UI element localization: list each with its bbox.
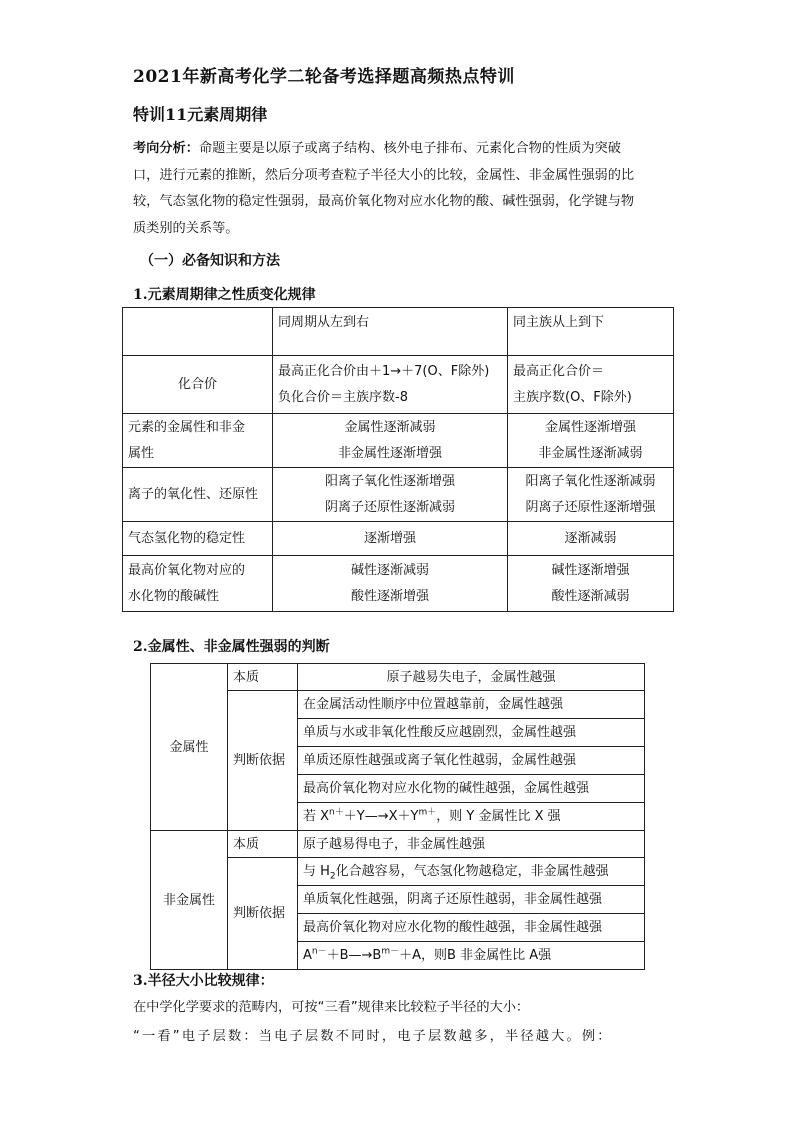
table-cell: 单质氧化性越强，阴离子还原性越弱，非金属性越强 [298,886,645,914]
cell-line: 碱性逐渐增强 [551,562,630,578]
table-header: 同主族从上到下 [508,308,674,356]
table-cell: 最高价氧化物对应水化物的碱性越强，金属性越强 [298,775,645,803]
page-title: 2021年新高考化学二轮备考选择题高频热点特训 [133,67,515,87]
table-cell: 原子越易得电子，非金属性越强 [298,831,645,858]
eq-part: ＋Y—→X＋Y [343,809,419,824]
eq-part: A [303,948,312,963]
row-label [123,556,273,612]
cell-line: 阴离子还原性逐渐增强 [525,499,656,515]
essence-label: 本质 [228,664,298,691]
cell-line: 阳离子氧化性逐渐减弱 [525,473,656,489]
table-cell [273,556,508,612]
page-subtitle: 特训11元素周期律 [133,105,268,124]
table-cell [273,414,508,468]
analysis-lead: 考向分析： [133,141,199,156]
eq-sub: 2 [329,871,336,882]
table-row [123,556,674,612]
cell-line: 金属性逐渐增强 [544,419,636,435]
eq-sup: m－ [381,946,400,957]
table-cell [508,414,674,468]
table-cell: 在金属活动性顺序中位置越靠前，金属性越强 [298,691,645,719]
heading-metallicity: 2.金属性、非金属性强弱的判断 [133,639,330,655]
table-cell [298,858,645,886]
table-cell [508,556,674,612]
analysis-line: 命题主要是以原子或离子结构、核外电子排布、元素化合物的性质为突破 [198,141,621,156]
table-cell [123,308,273,356]
eq-sup: n＋ [329,807,344,818]
table-cell: 逐渐增强 [273,522,508,556]
cell-line: 碱性逐渐减弱 [350,562,429,578]
cell-line: 最高正化合价＝ [513,363,605,379]
eq-part: 若 X [303,809,330,824]
table-cell: 单质与水或非氧化性酸反应越剧烈，金属性越强 [298,719,645,747]
cell-line: 非金属性逐渐减弱 [538,445,643,461]
table-cell: 逐渐减弱 [508,522,674,556]
table-row [123,308,674,356]
row-label-metal: 金属性 [151,664,228,831]
basis-label: 判断依据 [228,691,298,831]
cell-line: 主族序数(O、F除外) [513,389,632,405]
table-cell [508,356,674,414]
table-row [123,468,674,522]
table-cell: 单质还原性越强或离子氧化性越弱，金属性越强 [298,747,645,775]
row-label: 离子的氧化性、还原性 [123,468,273,522]
eq-sup: n－ [311,946,327,957]
cell-line: 元素的金属性和非金 [128,419,246,435]
table-row [151,831,645,858]
cell-line: 属性 [128,445,155,461]
cell-line: 金属性逐渐减弱 [344,419,436,435]
analysis-line: 口，进行元素的推断，然后分项考查粒子半径大小的比较，金属性、非金属性强弱的比 [133,167,635,183]
basis-label: 判断依据 [228,858,298,970]
eq-sup: m＋ [418,807,437,818]
table-row [151,664,645,691]
table-cell [273,356,508,414]
analysis-paragraph [133,136,668,242]
section-heading: （一）必备知识和方法 [140,253,280,269]
cell-line: 最高价氧化物对应的 [128,562,246,578]
essence-label: 本质 [228,831,298,858]
analysis-line: 质类别的关系等。 [133,220,239,236]
row-label: 气态氢化物的稳定性 [123,522,273,556]
eq-part: 化合越容易，气态氢化物越稳定，非金属性越强 [335,864,609,879]
table-row [123,356,674,414]
cell-line: 水化物的酸碱性 [128,588,220,604]
row-label: 化合价 [123,356,273,414]
cell-line: 非金属性逐渐增强 [337,445,442,461]
eq-part: ，则 Y 金属性比 X 强 [436,809,561,824]
metallicity-table [150,663,645,970]
table-cell: 最高价氧化物对应水化物的酸性越强，非金属性越强 [298,914,645,942]
table-row [123,522,674,556]
cell-line: 酸性逐渐增强 [350,588,429,604]
table-header: 同周期从左到右 [273,308,508,356]
table-cell-equation [298,942,645,970]
row-label-nonmetal: 非金属性 [151,831,228,970]
eq-part: ＋B—→B [326,948,382,963]
cell-line: 最高正化合价由＋1→＋7(O、F除外) [278,363,490,379]
analysis-line: 较，气态氢化物的稳定性强弱，最高价氧化物对应水化物的酸、碱性强弱，化学键与物 [133,194,635,209]
table-cell-equation [298,803,645,831]
cell-line: 负化合价＝主族序数-8 [278,389,408,405]
heading-radius: 3.半径大小比较规律： [133,973,274,989]
row-label [123,414,273,468]
table-cell [273,468,508,522]
cell-line: 阴离子还原性逐渐减弱 [324,499,455,515]
radius-paragraph: “一看”电子层数：当电子层数不同时，电子层数越多，半径越大。例： [133,1029,613,1044]
cell-line: 酸性逐渐减弱 [551,588,630,604]
radius-paragraph: 在中学化学要求的范畴内，可按“三看”规律来比较粒子半径的大小： [133,1000,530,1015]
table-row [123,414,674,468]
periodic-law-table [122,307,674,612]
heading-periodic-law: 1.元素周期律之性质变化规律 [133,287,316,303]
eq-part: 与 H [303,864,330,879]
table-cell: 原子越易失电子，金属性越强 [298,664,645,691]
eq-part: ＋A，则B 非金属性比 A强 [399,948,552,963]
cell-line: 阳离子氧化性逐渐增强 [324,473,455,489]
table-cell [508,468,674,522]
